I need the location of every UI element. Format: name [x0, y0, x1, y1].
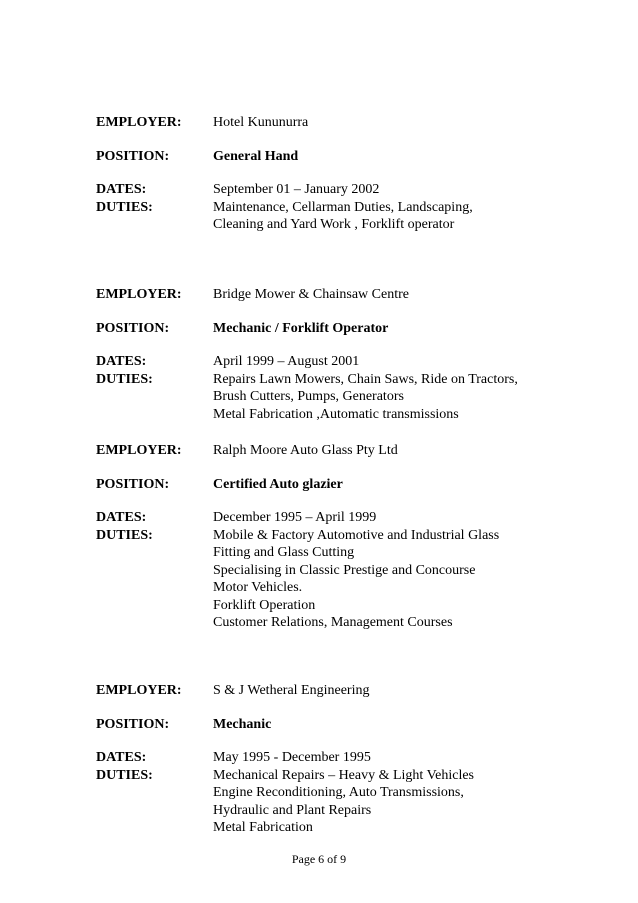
dates-row	[96, 749, 596, 767]
duty-line: Repairs Lawn Mowers, Chain Saws, Ride on Tractors,	[213, 371, 518, 387]
employer-value: S & J Wetheral Engineering	[213, 683, 370, 698]
employer-row	[96, 286, 596, 304]
duties-row	[96, 199, 596, 217]
duties-row	[96, 544, 596, 562]
position-label: POSITION:	[96, 148, 170, 164]
employer-value: Ralph Moore Auto Glass Pty Ltd	[213, 443, 398, 458]
position-label: POSITION:	[96, 320, 170, 336]
duties-row	[96, 406, 596, 424]
duty-line: Mobile & Factory Automotive and Industrial Glass	[213, 527, 500, 543]
dates-row	[96, 509, 596, 527]
duties-row	[96, 527, 596, 545]
duties-row	[96, 371, 596, 389]
employment-entry	[96, 286, 596, 423]
duty-line: Cleaning and Yard Work , Forklift operator	[213, 217, 455, 232]
employer-label: EMPLOYER:	[96, 443, 182, 458]
dates-value: December 1995 – April 1999	[213, 510, 377, 525]
duty-line: Specialising in Classic Prestige and Concourse	[213, 562, 476, 578]
duty-line: Mechanical Repairs – Heavy & Light Vehicles	[213, 767, 474, 783]
duty-line: Metal Fabrication ,Automatic transmissions	[213, 406, 459, 422]
duties-row	[96, 562, 596, 580]
duty-line: Brush Cutters, Pumps, Generators	[213, 389, 404, 404]
dates-value: May 1995 - December 1995	[213, 750, 371, 765]
duty-line: Engine Reconditioning, Auto Transmissions,	[213, 785, 464, 800]
position-row	[96, 148, 596, 166]
dates-row	[96, 353, 596, 371]
duties-row	[96, 388, 596, 406]
employer-label: EMPLOYER:	[96, 287, 182, 302]
position-value: Certified Auto glazier	[213, 476, 343, 492]
dates-label: DATES:	[96, 510, 147, 525]
duty-line: Motor Vehicles.	[213, 580, 303, 595]
duties-row	[96, 216, 596, 234]
employer-value: Bridge Mower & Chainsaw Centre	[213, 287, 409, 302]
duties-row	[96, 597, 596, 615]
duties-label: DUTIES:	[96, 527, 153, 543]
duties-row	[96, 579, 596, 597]
duty-line: Metal Fabrication	[213, 820, 313, 835]
duties-row	[96, 802, 596, 820]
employer-row	[96, 442, 596, 460]
employer-value: Hotel Kununurra	[213, 115, 309, 130]
dates-row	[96, 181, 596, 199]
employer-label: EMPLOYER:	[96, 683, 182, 698]
dates-value: September 01 – January 2002	[213, 182, 380, 197]
position-value: Mechanic / Forklift Operator	[213, 320, 389, 336]
employment-entry	[96, 114, 596, 234]
position-label: POSITION:	[96, 476, 170, 492]
position-value: Mechanic	[213, 716, 272, 732]
dates-label: DATES:	[96, 182, 147, 197]
duties-row	[96, 784, 596, 802]
duties-row	[96, 614, 596, 632]
position-label: POSITION:	[96, 716, 170, 732]
dates-label: DATES:	[96, 750, 147, 765]
duties-row	[96, 819, 596, 837]
employment-entry	[96, 442, 596, 632]
page-number: Page 6 of 9	[291, 852, 347, 866]
position-row	[96, 476, 596, 494]
dates-label: DATES:	[96, 354, 147, 369]
employer-label: EMPLOYER:	[96, 115, 182, 130]
employer-row	[96, 114, 596, 132]
position-row	[96, 716, 596, 734]
duties-label: DUTIES:	[96, 371, 153, 387]
dates-value: April 1999 – August 2001	[213, 354, 360, 369]
duties-row	[96, 767, 596, 785]
duty-line: Fitting and Glass Cutting	[213, 545, 355, 560]
duty-line: Hydraulic and Plant Repairs	[213, 802, 372, 818]
duty-line: Customer Relations, Management Courses	[213, 615, 453, 630]
duty-line: Forklift Operation	[213, 597, 316, 613]
duty-line: Maintenance, Cellarman Duties, Landscaping,	[213, 199, 473, 215]
employer-row	[96, 682, 596, 700]
duties-label: DUTIES:	[96, 199, 153, 215]
position-row	[96, 320, 596, 338]
duties-label: DUTIES:	[96, 767, 153, 783]
position-value: General Hand	[213, 148, 299, 164]
employment-entry	[96, 682, 596, 837]
